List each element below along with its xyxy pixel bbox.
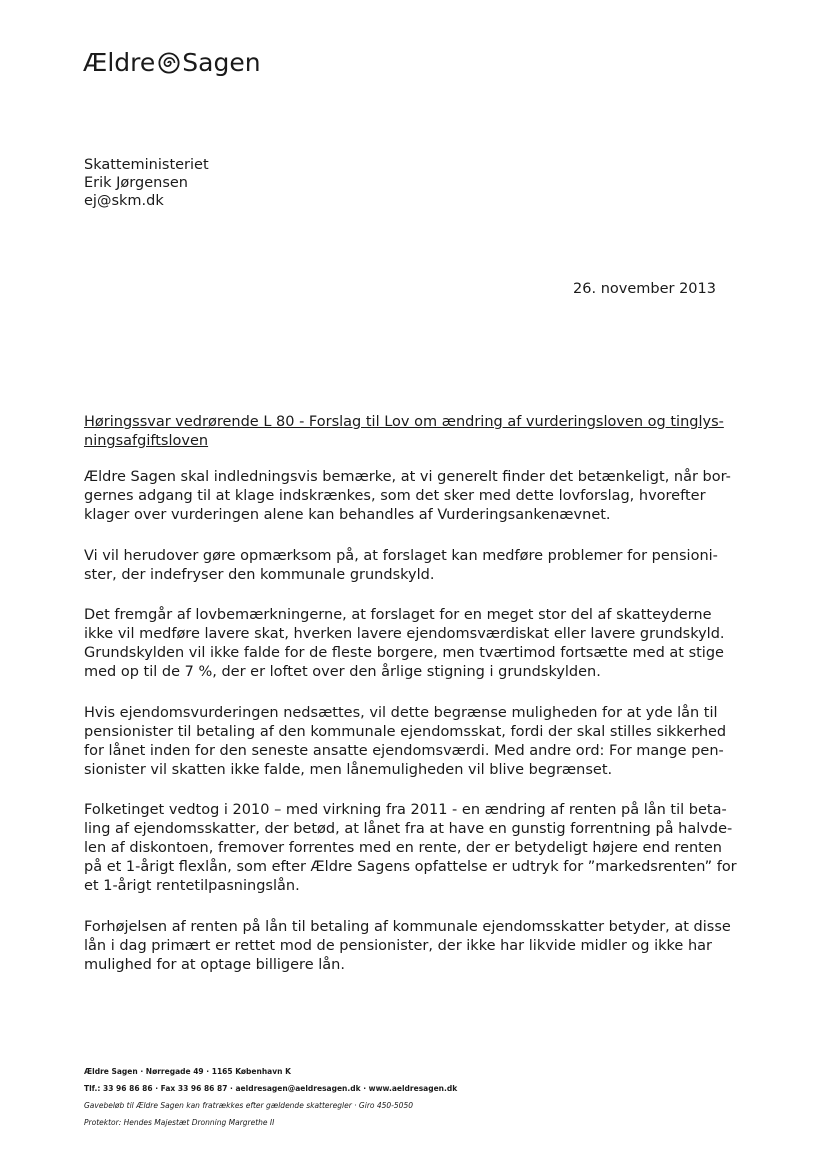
paragraph-line: ling af ejendomsskatter, der betød, at lånet fra at have en gunstig forrentning på halvde- [84,821,733,837]
paragraph-line: Ældre Sagen skal indledningsvis bemærke, at vi generelt finder det betænkeligt, når bor- [84,469,731,485]
subject-line: Høringssvar vedrørende L 80 - Forslag til Lov om ændring af vurderingsloven og tinglys- [84,414,724,430]
recipient-block [84,156,209,210]
paragraph-line: sionister vil skatten ikke falde, men lånemuligheden vil blive begrænset. [84,762,613,778]
paragraph-line: et 1-årigt rentetilpasningslån. [84,878,300,894]
paragraph [84,801,737,896]
logo-text-left: Ældre [83,48,156,77]
paragraph-line: gernes adgang til at klage indskrænkes, som det sker med dette lovforslag, hvorefter [84,488,706,504]
paragraph-line: Det fremgår af lovbemærkningerne, at forslaget for en meget stor del af skatteyderne [84,607,712,623]
paragraph [84,704,727,780]
paragraph-line: Grundskylden vil ikke falde for de fleste borgere, men tværtimod fortsætte med at stige [84,645,724,661]
footer-address: Ældre Sagen · Nørregade 49 · 1165 København K [84,1067,291,1076]
paragraph-line: for lånet inden for den seneste ansatte ejendomsværdi. Med andre ord: For mange pen- [84,743,724,759]
subject-heading [84,413,724,451]
paragraph-line: pensionister til betaling af den kommunale ejendomsskat, fordi der skal stilles sikkerhed [84,724,727,740]
subject-line: ningsafgiftsloven [84,433,209,449]
paragraph-line: med op til de 7 %, der er loftet over den årlige stigning i grundskylden. [84,664,601,680]
logo-text-right: Sagen [182,48,261,77]
letter-footer [84,1063,457,1131]
paragraph-line: Forhøjelsen af renten på lån til betaling af kommunale ejendomsskatter betyder, at disse [84,919,731,935]
paragraph [84,547,724,585]
paragraph [84,606,724,682]
paragraph [84,918,731,975]
paragraph-line: Hvis ejendomsvurderingen nedsættes, vil dette begrænse muligheden for at yde lån til [84,705,718,721]
paragraph-line: mulighed for at optage billigere lån. [84,957,345,973]
paragraph [84,468,731,525]
paragraph-line: lån i dag primært er rettet mod de pensionister, der ikke har likvide midler og ikke har [84,938,712,954]
paragraph-line: ster, der indefryser den kommunale grundskyld. [84,567,435,583]
paragraph-line: ikke vil medføre lavere skat, hverken lavere ejendomsværdiskat eller lavere grundskyld. [84,626,725,642]
recipient-email: ej@skm.dk [84,193,164,209]
paragraph-line: Folketinget vedtog i 2010 – med virkning fra 2011 - en ændring af renten på lån til beta- [84,802,727,818]
paragraph-line: len af diskontoen, fremover forrentes med en rente, der er betydeligt højere end renten [84,840,722,856]
footer-contact: Tlf.: 33 96 86 86 · Fax 33 96 86 87 · aeldresagen@aeldresagen.dk · www.aeldresagen.dk [84,1084,458,1093]
footer-tax-note: Gavebeløb til Ældre Sagen kan fratrækkes efter gældende skatteregler · Giro 450-5050 [84,1101,413,1110]
paragraph-line: klager over vurderingen alene kan behandles af Vurderingsankenævnet. [84,507,611,523]
recipient-name: Erik Jørgensen [84,175,188,191]
paragraph-line: på et 1-årigt flexlån, som efter Ældre Sagens opfattelse er udtryk for ”markedsrenten” for [84,859,737,875]
paragraph-line: Vi vil herudover gøre opmærksom på, at forslaget kan medføre problemer for pensioni- [84,548,718,564]
footer-patron: Protektor: Hendes Majestæt Dronning Margrethe II [84,1118,275,1127]
letter-date: 26. november 2013 [573,281,716,297]
organization-logo [83,48,261,77]
spiral-logo-icon [158,52,180,74]
recipient-org: Skatteministeriet [84,157,209,173]
